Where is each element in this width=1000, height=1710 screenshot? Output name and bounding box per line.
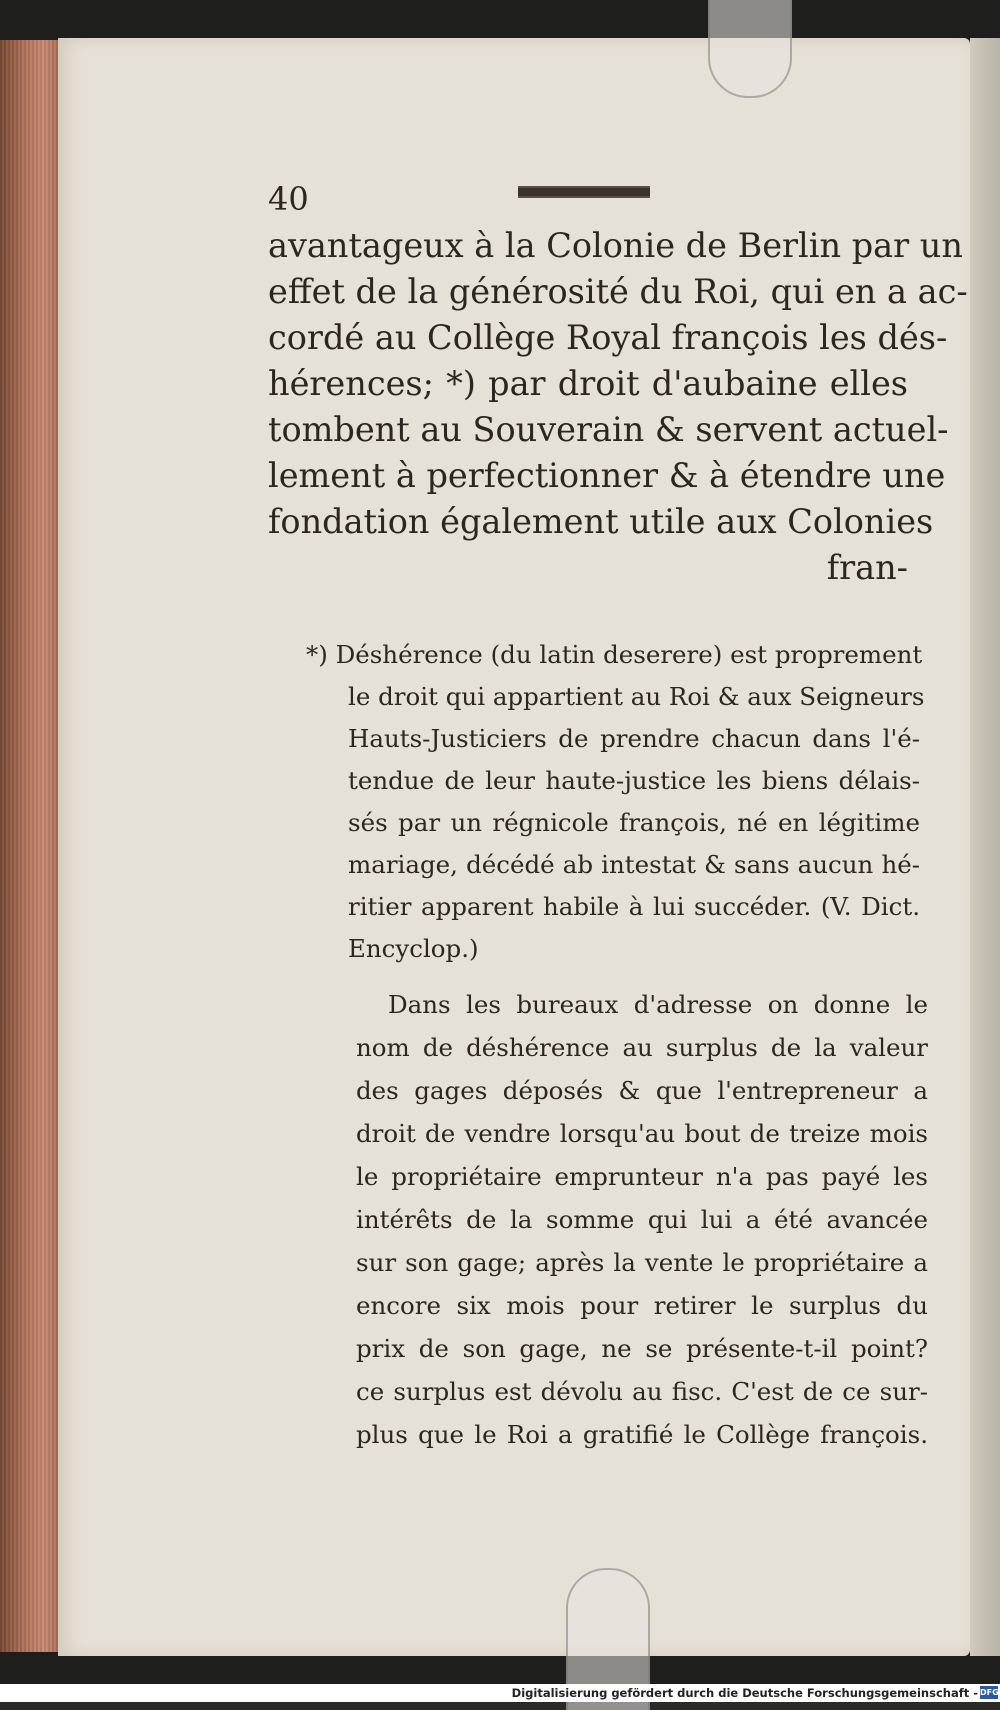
main-text-line: effet de la générosité du Roi, qui en a ac- <box>268 272 968 311</box>
main-text-line: lement à perfectionner & à étendre une <box>268 456 946 495</box>
footnote-line: le droit qui appartient au Roi & aux Seigneurs <box>348 682 925 711</box>
paragraph-line: Dans les bureaux d'adresse on donne le <box>388 990 928 1019</box>
paragraph-line: intérêts de la somme qui lui a été avancée <box>356 1205 928 1234</box>
main-text-line: fondation également utile aux Colonies <box>268 502 934 541</box>
paragraph-line: le propriétaire emprunteur n'a pas payé les <box>356 1162 928 1191</box>
paragraph-line: encore six mois pour retirer le surplus du <box>356 1291 928 1320</box>
footnote-line: Encyclop.) <box>348 934 479 963</box>
page-number: 40 <box>268 180 309 218</box>
footnote-line: *) Déshérence (du latin deserere) est proprement <box>306 640 923 669</box>
paragraph-line: plus que le Roi a gratifié le Collège françois. <box>356 1420 928 1449</box>
main-text-line: hérences; *) par droit d'aubaine elles <box>268 364 908 403</box>
paragraph-line: prix de son gage, ne se présente-t-il point? <box>356 1334 928 1363</box>
footnote-line: ritier apparent habile à lui succéder. (V. Dict. <box>348 892 920 921</box>
paragraph-line: droit de vendre lorsqu'au bout de treize mois <box>356 1119 928 1148</box>
footnote-line: Hauts-Justiciers de prendre chacun dans l'é- <box>348 724 920 753</box>
main-text-line: cordé au Collège Royal françois les dés- <box>268 318 948 357</box>
footnote-line: tendue de leur haute-justice les biens délais- <box>348 766 920 795</box>
dfg-logo-icon: DFG <box>980 1688 999 1697</box>
footer-attribution: Digitalisierung gefördert durch die Deutsche Forschungsgemeinschaft - <box>511 1686 978 1700</box>
paragraph-line: des gages déposés & que l'entrepreneur a <box>356 1076 928 1105</box>
right-page-strip <box>970 38 1000 1656</box>
paragraph-line: sur son gage; après la vente le propriétaire a <box>356 1248 928 1277</box>
header-rule <box>518 186 650 198</box>
paragraph-line: ce surplus est dévolu au fisc. C'est de ce sur- <box>356 1377 928 1406</box>
paragraph-line: nom de déshérence au surplus de la valeur <box>356 1033 928 1062</box>
footnote-line: sés par un régnicole françois, né en légitime <box>348 808 920 837</box>
catchword: fran- <box>826 548 908 587</box>
main-text-line: tombent au Souverain & servent actuel- <box>268 410 949 449</box>
footnote-line: mariage, décédé ab intestat & sans aucun hé- <box>348 850 920 879</box>
main-text-line: avantageux à la Colonie de Berlin par un <box>268 226 963 265</box>
page-clip-top <box>708 0 792 98</box>
